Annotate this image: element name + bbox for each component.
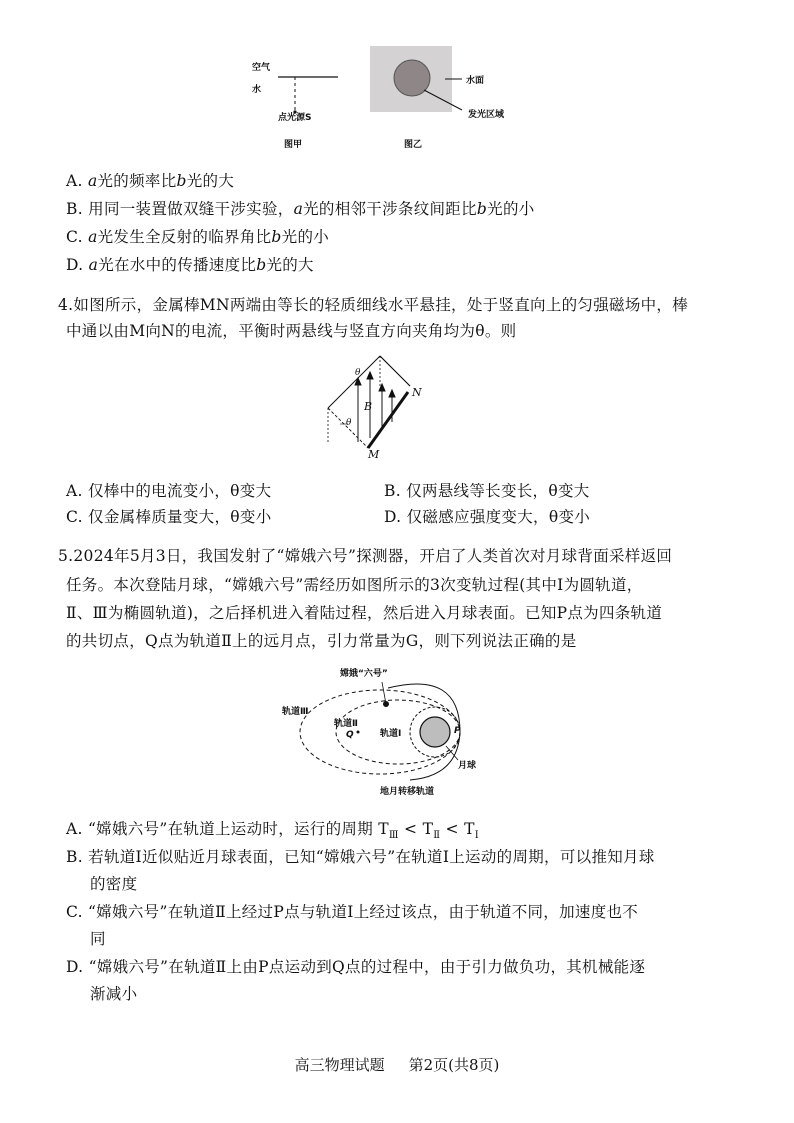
option-text: 光的相邻干涉条纹间距比: [303, 200, 477, 218]
water-label: 水: [252, 85, 262, 95]
option-text: 光的小: [487, 200, 535, 218]
q3-option-a: [66, 170, 234, 192]
q5-option-d-2: 渐减小: [90, 985, 138, 1003]
q-label: Q: [346, 730, 354, 740]
q3-option-d: [66, 254, 314, 276]
q3-option-b: [66, 198, 535, 220]
q4-option-b: B. 仅两悬线等长变长，θ变大: [384, 482, 590, 500]
italic-symbol: b: [476, 200, 488, 218]
italic-symbol: a: [88, 256, 99, 274]
lt-1: < T: [398, 820, 434, 838]
q4-option-d: D. 仅磁感应强度变大，θ变小: [384, 508, 591, 526]
m-label: M: [368, 448, 380, 461]
b-field-label: B: [364, 400, 373, 413]
italic-symbol: a: [88, 228, 98, 246]
theta-bottom-label: θ: [346, 418, 352, 428]
page-footer: [0, 1054, 794, 1075]
option-letter: C.: [66, 228, 89, 246]
italic-symbol: a: [293, 200, 304, 218]
transfer-label: 地月转移轨道: [380, 787, 435, 797]
q5-option-b-2: 的密度: [90, 875, 138, 893]
q5-option-a-text: A. “嫦娥六号”在轨道上运动时，运行的周期 T: [66, 820, 389, 838]
q5-option-d-1: D. “嫦娥六号”在轨道Ⅱ上由P点运动到Q点的过程中，由于引力做负功，其机械能逐: [66, 958, 646, 976]
q4-line-1: [58, 294, 688, 316]
metal-rod: [368, 392, 408, 448]
footer-title: 高三物理试题: [294, 1056, 385, 1074]
q4-option-a: A. 仅棒中的电流变小，θ变大: [66, 482, 272, 500]
figure-top: [240, 40, 540, 155]
option-text: 光的频率比: [97, 172, 177, 190]
t3-sub: Ⅲ: [388, 830, 399, 842]
t1-sub: Ⅰ: [474, 830, 479, 842]
caption-b: 图乙: [404, 140, 423, 150]
q5-option-a: [66, 818, 479, 847]
water-surface-label: 水面: [466, 76, 485, 86]
q3-option-c: [66, 226, 329, 248]
q5-line-2: 任务。本次登陆月球，“嫦娥六号”需经历如图所示的3次变轨过程(其中Ⅰ为圆轨道，: [66, 576, 643, 594]
q5-option-c-1: C. “嫦娥六号”在轨道Ⅱ上经过P点与轨道Ⅰ上经过该点，由于轨道不同，加速度也不: [66, 903, 639, 921]
glow-area-label: 发光区域: [468, 110, 505, 120]
t2-sub: Ⅱ: [433, 830, 441, 842]
q4-figure: [300, 352, 420, 462]
moon: [420, 717, 450, 747]
n-label: N: [412, 386, 422, 399]
q4-option-c: C. 仅金属棒质量变大，θ变小: [66, 508, 272, 526]
italic-symbol: a: [87, 172, 98, 190]
air-label: 空气: [252, 63, 271, 73]
source-label: 点光源S: [278, 113, 312, 123]
italic-symbol: b: [271, 228, 282, 246]
q4-line-2: 中通以由M向N的电流，平衡时两悬线与竖直方向夹角均为θ。则: [66, 322, 517, 340]
italic-symbol: b: [176, 172, 187, 190]
moon-label: 月球: [458, 761, 477, 771]
lt-2: < T: [440, 820, 475, 838]
q5-figure: [270, 660, 510, 800]
q5-line-4: 的共切点，Q点为轨道Ⅱ上的远月点，引力常量为G，则下列说法正确的是: [66, 632, 577, 650]
q5-number: 5.: [58, 547, 74, 565]
footer-page: 第2页(共8页): [408, 1056, 500, 1074]
orbit-3-label: 轨道Ⅲ: [282, 707, 309, 717]
q-point: [357, 731, 360, 734]
option-letter: B.: [66, 200, 89, 218]
q5-line-3: Ⅱ、Ⅲ为椭圆轨道)，之后择机进入着陆过程，然后进入月球表面。已知P点为四条轨道: [66, 604, 663, 622]
option-text: 光的大: [266, 256, 314, 274]
option-text: 光发生全反射的临界角比: [97, 228, 272, 246]
q5-line-1: [58, 545, 672, 567]
orbit-2-label: 轨道Ⅱ: [334, 719, 358, 729]
italic-symbol: b: [256, 256, 267, 274]
q5-text-1: 2024年5月3日，我国发射了“嫦娥六号”探测器，开启了人类首次对月球背面采样返回: [73, 547, 673, 565]
option-letter: A.: [66, 172, 88, 190]
probe-label: 嫦娥“六号”: [340, 669, 388, 679]
option-letter: D.: [66, 256, 89, 274]
option-text: 光在水中的传播速度比: [98, 256, 257, 274]
q4-number: 4.: [58, 296, 74, 314]
q4-text-1: 如图所示，金属棒MN两端由等长的轻质细线水平悬挂，处于竖直向上的匀强磁场中，棒: [73, 296, 689, 314]
q5-option-b-1: B. 若轨道Ⅰ近似贴近月球表面，已知“嫦娥六号”在轨道Ⅰ上运动的周期，可以推知月球: [66, 848, 655, 866]
theta-top-label: θ: [355, 368, 361, 378]
option-text: 光的大: [186, 172, 235, 190]
p-label: P: [454, 726, 461, 736]
option-text: 光的小: [281, 228, 330, 246]
caption-a: 图甲: [284, 140, 303, 150]
q5-option-c-2: 同: [90, 930, 106, 948]
option-text: 用同一装置做双缝干涉实验，: [88, 200, 294, 218]
orbit-1-label: 轨道Ⅰ: [380, 729, 402, 739]
